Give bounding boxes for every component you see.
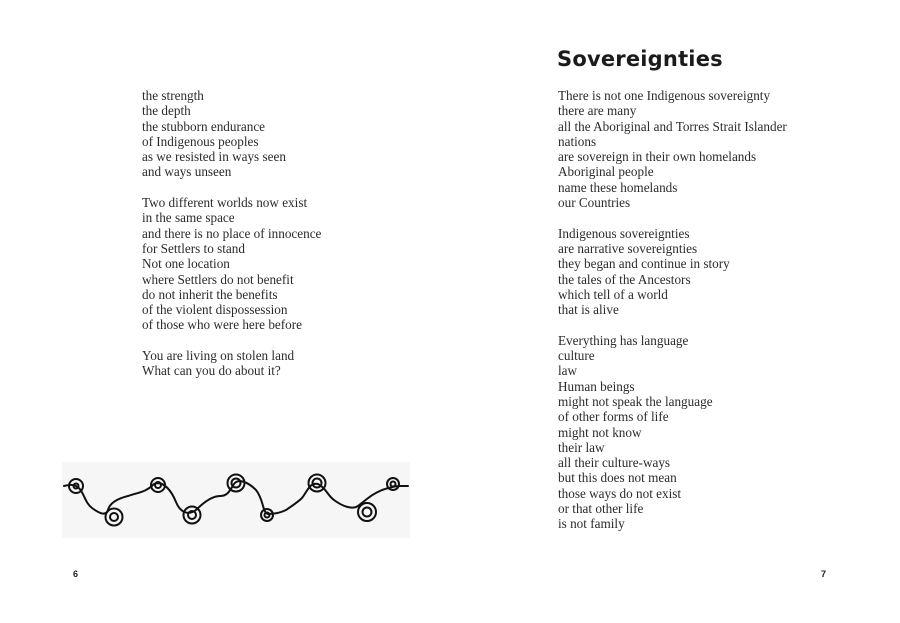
poem-line: Indigenous sovereignties <box>558 225 690 241</box>
poem-line: where Settlers do not benefit <box>142 271 294 287</box>
poem-line: There is not one Indigenous sovereignty <box>558 88 771 103</box>
poem-line: and ways unseen <box>142 164 232 180</box>
poem-line: might not speak the language <box>558 393 713 409</box>
poem-line: they began and continue in story <box>558 256 730 272</box>
right-page <box>450 0 900 623</box>
poem-line: as we resisted in ways seen <box>142 149 286 165</box>
ornament-background <box>62 462 410 538</box>
stanza <box>142 348 321 379</box>
poem-line: Everything has language <box>558 332 689 348</box>
poem-line: for Settlers to stand <box>142 240 245 256</box>
left-poem <box>142 88 321 394</box>
poem-line: name these homelands <box>558 179 678 195</box>
poem-line: Human beings <box>558 378 635 394</box>
poem-line: What can you do about it? <box>142 363 281 379</box>
poem-line: might not know <box>558 424 642 440</box>
page-number-right: 7 <box>821 569 827 579</box>
poem-line: are narrative sovereignties <box>558 240 698 256</box>
poem-line: our Countries <box>558 195 631 211</box>
poem-line: do not inherit the benefits <box>142 286 278 302</box>
poem-line: or that other life <box>558 501 644 517</box>
poem-line: Two different worlds now exist <box>142 195 308 211</box>
poem-line: the strength <box>142 88 204 103</box>
poem-line: all the Aboriginal and Torres Strait Islander <box>558 118 787 134</box>
poem-line: You are living on stolen land <box>142 348 295 364</box>
right-poem <box>558 88 787 547</box>
page-number-left: 6 <box>73 569 79 579</box>
stanza <box>558 226 787 318</box>
poem-line: but this does not mean <box>558 470 677 486</box>
poem-line: and there is no place of innocence <box>142 225 322 241</box>
stanza <box>142 195 321 333</box>
poem-line: the depth <box>142 103 191 119</box>
stanza <box>558 333 787 532</box>
poem-line: the stubborn endurance <box>142 118 266 134</box>
wavy-circles-ornament-icon <box>62 462 410 538</box>
poem-line: of Indigenous peoples <box>142 133 259 149</box>
poem-line: which tell of a world <box>558 286 668 302</box>
poem-line: are sovereign in their own homelands <box>558 149 757 165</box>
poem-line: in the same space <box>142 210 235 226</box>
poem-line: culture <box>558 348 595 364</box>
poem-line: is not family <box>558 516 625 532</box>
poem-line: all their culture-ways <box>558 455 671 471</box>
poem-line: those ways do not exist <box>558 485 682 501</box>
poem-line: of the violent dispossession <box>142 302 288 318</box>
stanza <box>558 88 787 210</box>
poem-line: that is alive <box>558 302 619 318</box>
poem-line: nations <box>558 133 597 149</box>
poem-line: Not one location <box>142 256 230 272</box>
poem-line: the tales of the Ancestors <box>558 271 691 287</box>
poem-line: there are many <box>558 103 637 119</box>
poem-line: of those who were here before <box>142 317 303 333</box>
stanza <box>142 88 321 180</box>
page-title: Sovereignties <box>557 47 723 71</box>
poem-line: of other forms of life <box>558 409 669 425</box>
poem-line: Aboriginal people <box>558 164 654 180</box>
poem-line: law <box>558 363 578 379</box>
poem-line: their law <box>558 439 605 455</box>
